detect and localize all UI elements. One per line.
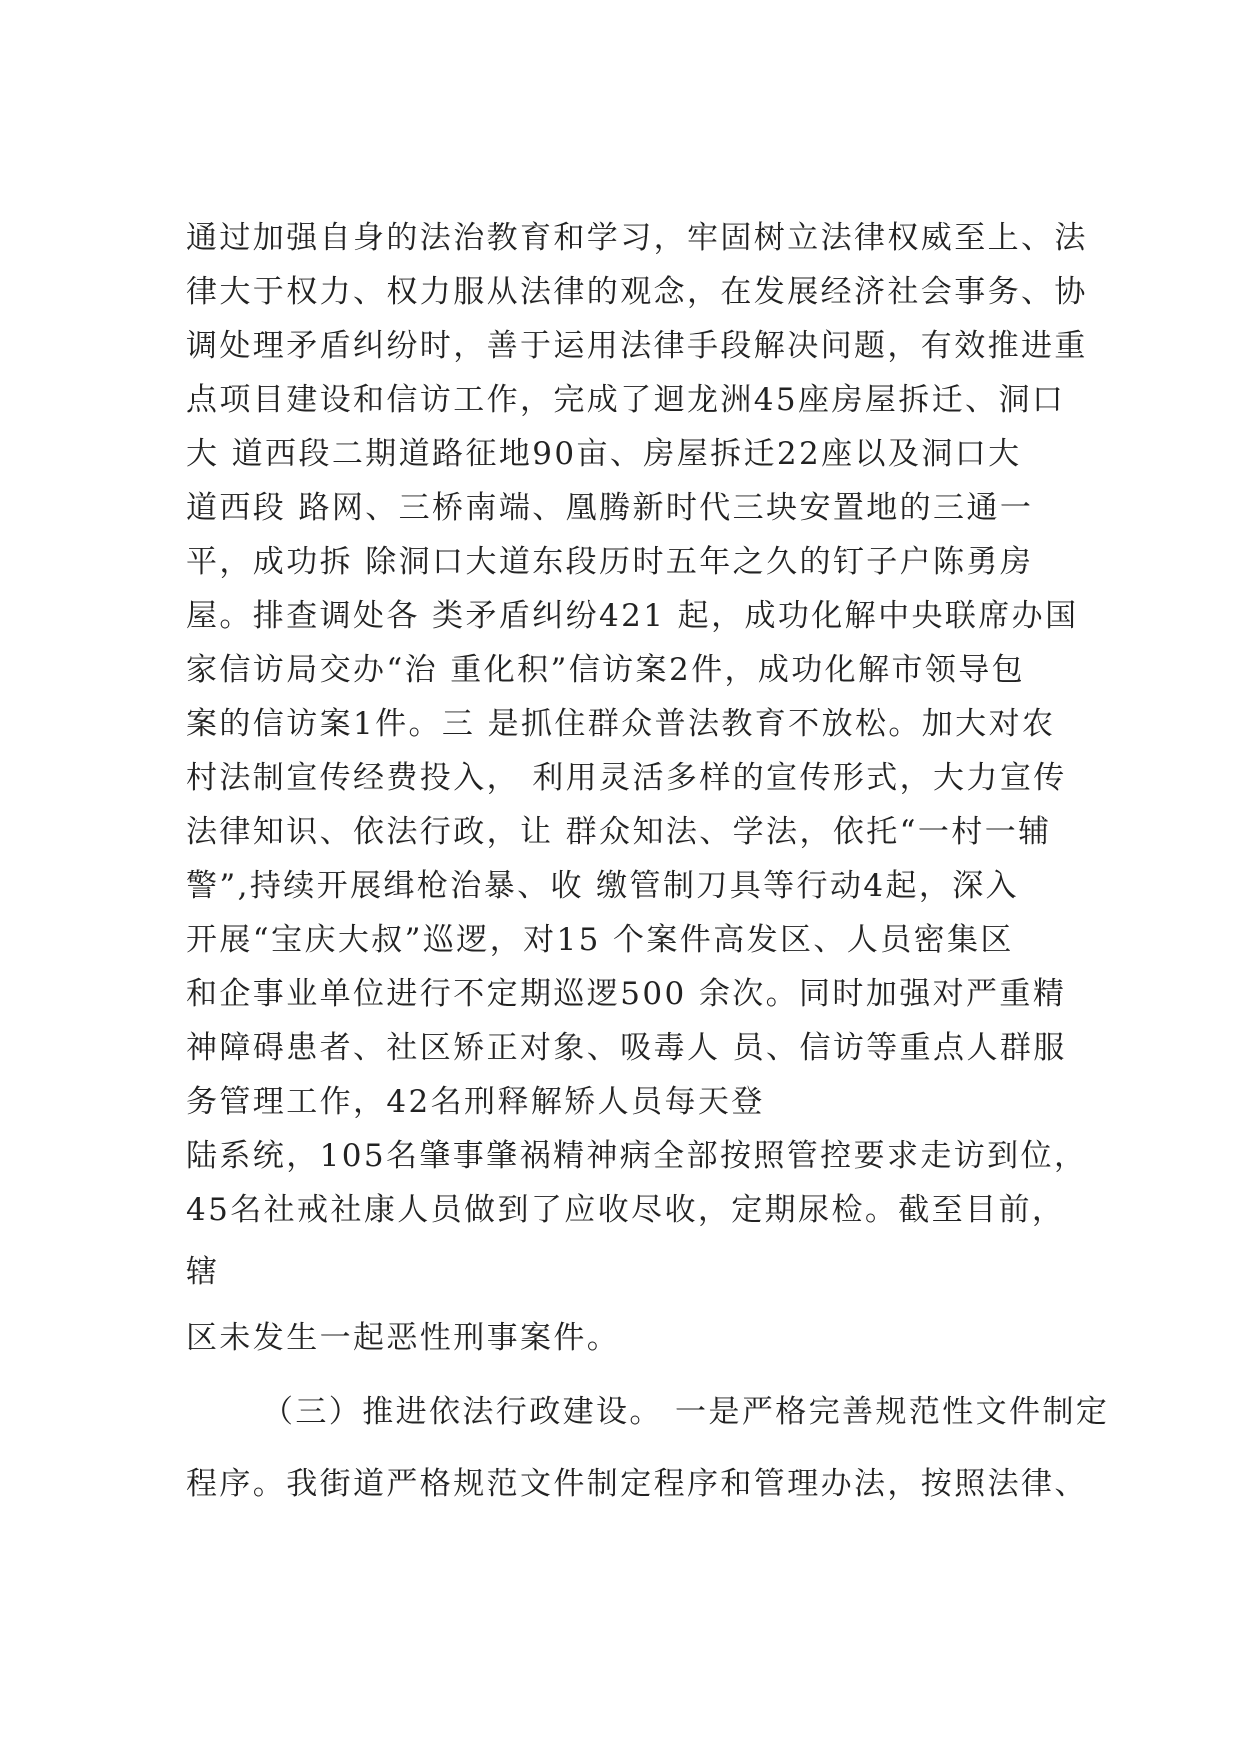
text-line: 村法制宣传经费投入， 利用灵活多样的宣传形式，大力宣传: [186, 760, 1067, 796]
text-line: 45名社戒社康人员做到了应收尽收，定期尿检。截至目前，: [186, 1192, 1066, 1228]
text-line: 程序。我街道严格规范文件制定程序和管理办法，按照法律、: [186, 1466, 1088, 1502]
text-line: 神障碍患者、社区矫正对象、吸毒人 员、信访等重点人群服: [186, 1030, 1067, 1066]
section-heading-line: （三）推进依法行政建设。 一是严格完善规范性文件制定: [262, 1394, 1110, 1430]
text-line: 区未发生一起恶性刑事案件。: [186, 1320, 621, 1356]
text-line: 和企事业单位进行不定期巡逻500 余次。同时加强对严重精: [186, 976, 1067, 1012]
text-line: 警”,持续开展缉枪治暴、收 缴管制刀具等行动4起，深入: [186, 868, 1020, 904]
text-line: 律大于权力、权力服从法律的观念，在发展经济社会事务、协: [186, 274, 1088, 310]
text-line: 屋。排查调处各 类矛盾纠纷421 起，成功化解中央联席办国: [186, 598, 1079, 634]
text-line: 通过加强自身的法治教育和学习，牢固树立法律权威至上、法: [186, 220, 1088, 256]
text-line: 案的信访案1件。三 是抓住群众普法教育不放松。加大对农: [186, 706, 1056, 742]
text-line: 道西段 路网、三桥南端、凰腾新时代三块安置地的三通一: [186, 490, 1034, 526]
text-line: 大 道西段二期道路征地90亩、房屋拆迁22座以及洞口大: [186, 436, 1022, 472]
text-line: 开展“宝庆大叔”巡逻，对15 个案件高发区、人员密集区: [186, 922, 1014, 958]
text-line: 家信访局交办“治 重化积”信访案2件，成功化解市领导包: [186, 652, 1026, 688]
text-line: 务管理工作，42名刑释解矫人员每天登: [186, 1084, 765, 1120]
text-line: 法律知识、依法行政，让 群众知法、学法，依托“一村一辅: [186, 814, 1052, 850]
text-line: 点项目建设和信访工作，完成了迴龙洲45座房屋拆迁、洞口: [186, 382, 1066, 418]
text-line: 陆系统，105名肇事肇祸精神病全部按照管控要求走访到位，: [186, 1138, 1088, 1174]
text-line: 辖: [186, 1254, 220, 1290]
text-line: 平，成功拆 除洞口大道东段历时五年之久的钉子户陈勇房: [186, 544, 1034, 580]
text-line: 调处理矛盾纠纷时，善于运用法律手段解决问题，有效推进重: [186, 328, 1088, 364]
